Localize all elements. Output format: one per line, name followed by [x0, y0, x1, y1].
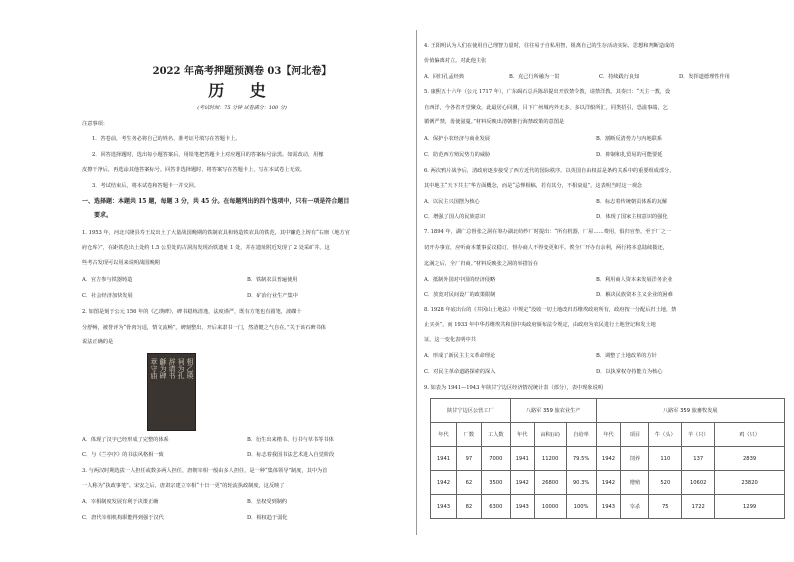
table-cell: 增殖 — [621, 471, 649, 495]
table-row — [431, 447, 785, 471]
option-c: C．对民主革命道路探索的深入 — [424, 369, 496, 375]
table-cell: 10000 — [534, 495, 566, 519]
table-cell: 90.3% — [566, 471, 596, 495]
option-c: C．社会经济加快发展 — [82, 293, 133, 299]
option-d: D．解决民族资本主义企业的困难 — [596, 292, 673, 298]
option-a: A．保护小农经济与商业发展 — [424, 136, 490, 142]
table-cell: 1942 — [596, 447, 621, 471]
question-text: 9. 如表为 1941—1943 年陕甘宁边区经济情况统计表（部分），表中现象说明 — [424, 385, 603, 391]
option-a: A．抵制外国对中国的经济侵略 — [424, 277, 496, 283]
option-a: A．形成了新民主主义革命理论 — [424, 353, 496, 359]
question-text: 价值偏离对立。对此他主张 — [424, 58, 487, 64]
stele-text: 祠为孔 — [177, 358, 185, 379]
option-d: D．相权趋于弱化 — [247, 515, 288, 521]
table-cell: 520 — [649, 471, 682, 495]
question-text: 迄满之后，全厂归商。”材料反映张之洞的举措旨在 — [424, 261, 539, 267]
table-cell: 1941 — [431, 447, 457, 471]
option-b: B．标志着传统朝贡体系的瓦解 — [596, 199, 668, 205]
table-cell: 1722 — [682, 495, 715, 519]
stele-text: 相乙瑛 — [186, 358, 194, 379]
option-c: C．唐代宰相机构职能得到强于汉代 — [82, 515, 164, 521]
option-d: D．矿冶行业生产集中 — [247, 293, 298, 299]
option-b: B．皇权受到制约 — [247, 499, 288, 505]
table-row — [431, 495, 785, 519]
option-d: D．以执掌权夺持能力为核心 — [596, 369, 663, 375]
table-header-row — [431, 423, 785, 447]
table-cell: 82 — [456, 495, 481, 519]
table-cell: 75 — [649, 495, 682, 519]
table-cell: 1299 — [715, 495, 785, 519]
option-b: B．调整了土地改革的方针 — [596, 353, 657, 359]
table-cell: 3500 — [481, 471, 510, 495]
table-cell: 23820 — [715, 471, 785, 495]
table-cell: 6300 — [481, 495, 510, 519]
question-text: 8. 1928 年底出台的《井冈山土地法》中规定“没收一切土地改归苏维埃政府所有，政府按一分配后归土地，禁 — [424, 307, 677, 313]
table-cell: 宰杀 — [621, 495, 649, 519]
table-cell: 79.5% — [566, 447, 596, 471]
stele-text: 龢为碑 — [159, 358, 167, 379]
table-header-cell: 项目 — [621, 423, 649, 447]
table-cell: 1943 — [596, 495, 621, 519]
option-b: B．利用商人资本来发展洋务企业 — [596, 277, 673, 283]
question-text: 3. 与两汉时期选拔一人担任或数多两人担任，唐朝宰相一般由多人担任，是一种“集体领导”制度，其中为首 — [82, 468, 328, 474]
table-cell: 1942 — [431, 471, 457, 495]
exam-meta: (考试时间：75 分钟 试卷满分：100 分) — [197, 105, 287, 111]
table-header-cell: 鸡（只） — [715, 423, 785, 447]
question-text: 循例严禁，毋使滋蔓。”材料反映出清朝推行海禁政策的意图是 — [424, 119, 565, 125]
table-cell: 饲养 — [621, 447, 649, 471]
table-header-cell: 羊（只） — [682, 423, 715, 447]
question-text: 1. 1953 年，河北兴隆县寿王坟出土了大量战国晚期的铁制农具和铸造铁农具的铁范，其中镰范上铸有“右廪（地方官 — [82, 230, 350, 236]
question-text: 自西洋，今各省开堂聚众，此最居心回测，目下广州城内外无多，多以洋船所汇，同类招引，恐滋事端，乞 — [424, 105, 668, 111]
option-a: A．体现了汉字已经形成了完整的体系 — [82, 437, 169, 443]
table-cell: 1942 — [510, 471, 534, 495]
option-d: D．标志着我国书法艺术进入自觉阶段 — [247, 452, 335, 458]
table-cell: 1943 — [510, 495, 534, 519]
question-text: 一人称为“执政事笔”。宋安之后，唐肃宗建立宰相“十日一更”的轮流执政制度，这反映了 — [82, 483, 285, 489]
option-c: C．增强了国人的民族意识 — [424, 214, 486, 220]
option-a: A．以民主兴国摆为核心 — [424, 199, 480, 205]
table-cell: 7000 — [481, 447, 510, 471]
table-cell: 97 — [456, 447, 481, 471]
notice-heading: 注意事项： — [82, 121, 108, 127]
question-text: 分舒畅，被誉评为“骨肉匀适，情文流畅”。碑刻整出，开后来隶书一门，然清健之气自在。”关于该石碑书体 — [82, 325, 326, 331]
question-text: 府仓库）”，在距铁范出土处约 1.5 公里处的古洞沟发现冶铁遗址 1 处，并在遗址附近发现了 2 处采矿井。这 — [82, 245, 330, 251]
section-heading: 一、选择题：本题共 15 题，每题 3 分，共 45 分。在每题列出的四个选项中，只有一项是符合题目 — [82, 198, 350, 205]
notice-item: 3．考试结束后，将本试卷和答题卡一并交回。 — [92, 183, 200, 189]
question-text: 说法正确的是 — [82, 339, 114, 345]
question-text: 2. 如图是刻于公元 156 年的《乙瑛碑》，碑书稳练清逸，法度谨严，既有方笔也有圆笔，波磔十 — [82, 309, 302, 315]
question-text: 其中地主“天下共主”华方面概念，而是“忌惮相稿，若有其分，不相衰退”。这表明当时这一观念 — [424, 183, 643, 189]
option-c: C．持续践行良知 — [599, 74, 640, 80]
table-cell: 1942 — [596, 471, 621, 495]
question-text: 7. 1894 年，湖广总督张之洞在筹办湖北纺纱厂时提出：“所有机器，厂屋……费用，俱归官垫。至于厂之一 — [424, 229, 672, 235]
subject-title: 历 史 — [208, 81, 276, 100]
table-header-cell: 工人数 — [481, 423, 510, 447]
exam-title: 2022 年高考押题预测卷 03【河北卷】 — [152, 66, 332, 77]
table-header-cell: 厂数 — [456, 423, 481, 447]
option-d: D．发挥道德理性作用 — [679, 74, 730, 80]
notice-item: 皮擦干净后，再选涂其他答案标号。回答非选择题时，将答案写在答题卡上，写在本试卷上无效。 — [82, 167, 306, 173]
question-text: 证。这一变化表明中共 — [424, 337, 476, 343]
question-text: 4. 王阳明认为人们在使用自己理智力量时，往往易于自私用智，阻离自己的生存活动实际，思想和判断造成的 — [424, 43, 675, 49]
option-c: C．放宽对民间设厂的政策限制 — [424, 292, 496, 298]
table-cell: 1943 — [431, 495, 457, 519]
table-cell: 26800 — [534, 471, 566, 495]
option-b: B．克己行所融为一贯 — [509, 74, 560, 80]
option-a: A．宰相制度发展有利于决策正确 — [82, 499, 159, 505]
table-cell: 1941 — [510, 447, 534, 471]
stele-text: 辞请书 — [168, 358, 176, 379]
table-header-cell: 牛（头） — [649, 423, 682, 447]
table-cell: 62 — [456, 471, 481, 495]
option-b: B．铁制农具普遍使用 — [247, 277, 298, 283]
table-group-header: 陕甘宁边区公营工厂 — [431, 399, 511, 423]
notice-item: 2．回答选择题时，选出每小题答案后，用铅笔把答题卡上对应题目的答案标号涂黑。如需改动，用橡 — [92, 152, 324, 158]
table-header-cell: 自给率 — [566, 423, 596, 447]
question-text: 6. 两次鸦片战争后，清政府逐步接受了西方近代的国际秩序。以英国自由权益是条约关系中的重要组成部分， — [424, 168, 675, 174]
stele-text: 章守庙 — [150, 358, 158, 379]
option-a: A．回归孔孟经典 — [424, 74, 465, 80]
table-cell: 100% — [566, 495, 596, 519]
section-heading: 要求。 — [94, 212, 113, 219]
question-text: 止买卖”。而 1933 年中华苏维埃共和国中央政府颁布法令规定，由政府为农民进行土地登记和发土地 — [424, 322, 656, 328]
economy-stats-table — [430, 398, 785, 519]
table-group-header: 八路军 359 旅畜牧发展 — [596, 399, 784, 423]
option-d: D．体现了国家主权意识的强化 — [596, 214, 668, 220]
option-a: A．官方参与铁器铸造 — [82, 277, 133, 283]
column-divider — [416, 30, 417, 535]
table-row — [431, 471, 785, 495]
table-header-cell: 年代 — [596, 423, 621, 447]
question-text: 5. 康熙五十六年（公元 1717 年），广东碣石总兵陈昂提出开放禁令教，请禁洋教。其奏曰：“天主一教，设 — [424, 89, 671, 95]
option-c: C．与《兰亭序》的书法风格相一致 — [82, 452, 164, 458]
option-d: D．抑制和扎贸易的可能要延 — [596, 152, 663, 158]
table-cell: 11200 — [534, 447, 566, 471]
option-b: B．割断反清势力与内地联系 — [596, 136, 663, 142]
question-text: 切开办事宜，应听商本董事妥议稳订，督办商人不得变更和平。俟全厂开办有余利，两行将本息陆续拨还， — [424, 245, 668, 251]
table-cell: 2839 — [715, 447, 785, 471]
table-group-header: 八路军 359 旅农业生产 — [510, 399, 596, 423]
stele-rubbing-image — [147, 353, 196, 431]
table-cell: 110 — [649, 447, 682, 471]
question-text: 些考古发现可以用来说明战国晚期 — [82, 260, 160, 266]
notice-item: 1．答卷前，考生务必将自己的姓名、准考证号填写在答题卡上。 — [92, 136, 241, 142]
table-header-cell: 年代 — [431, 423, 457, 447]
table-header-cell: 亩积(亩) — [534, 423, 566, 447]
option-c: C．防范西方殖民势力的威胁 — [424, 152, 491, 158]
table-cell: 10602 — [682, 471, 715, 495]
option-b: B．衍生出来楷书、行书与草书等书体 — [247, 437, 334, 443]
table-header-cell: 年代 — [510, 423, 534, 447]
table-cell: 137 — [682, 447, 715, 471]
